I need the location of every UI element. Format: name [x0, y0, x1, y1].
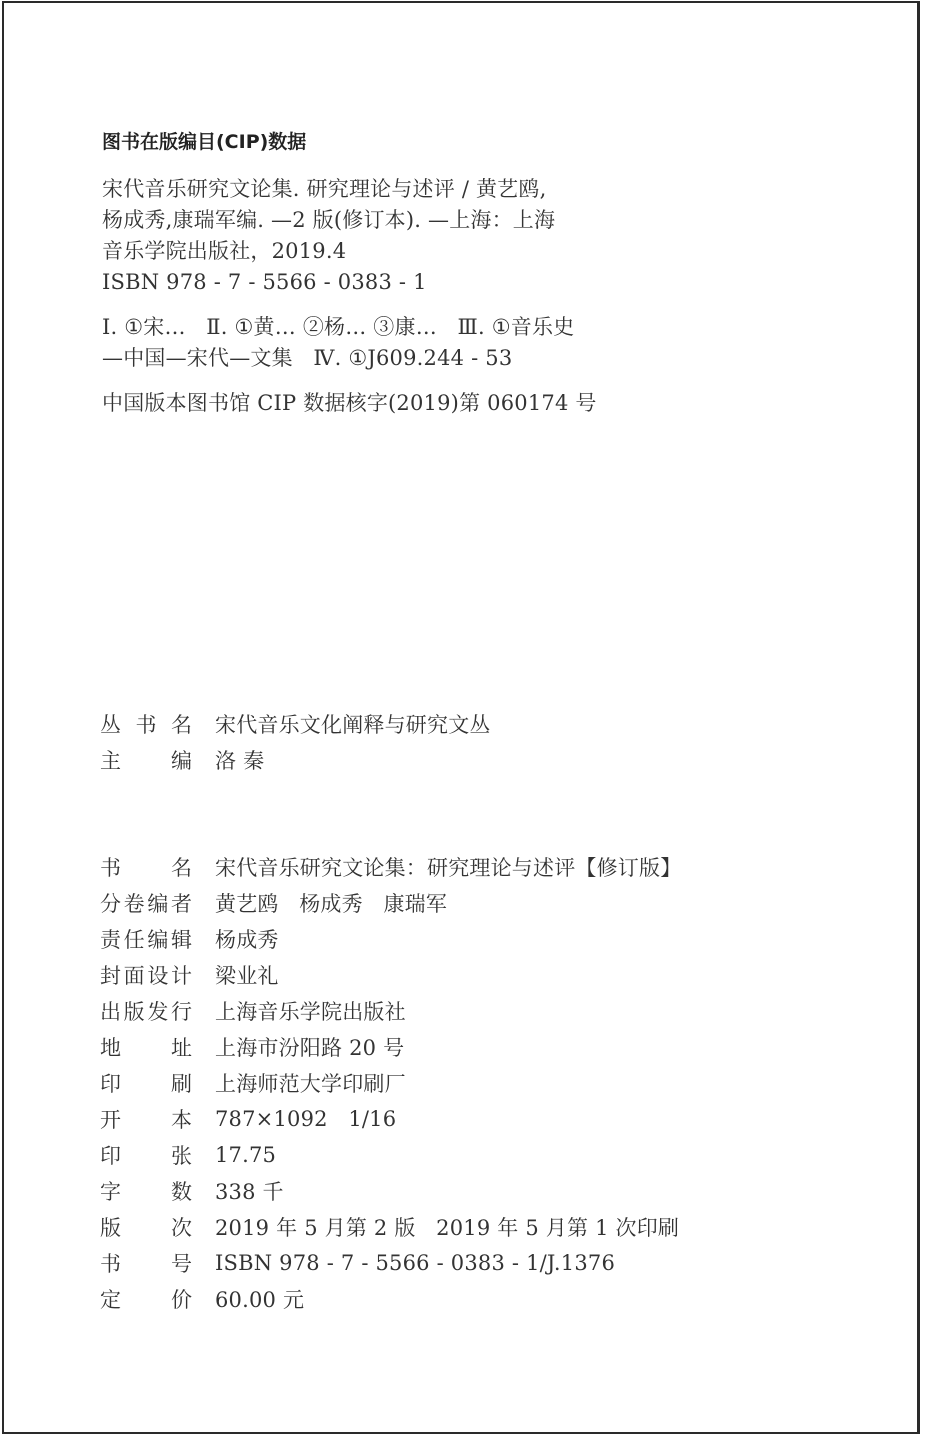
- info-value: 338 千: [215, 1180, 284, 1204]
- info-label: 字 数: [100, 1180, 192, 1204]
- info-value: 上海市汾阳路 20 号: [215, 1036, 405, 1060]
- info-value: 2019 年 5 月第 2 版 2019 年 5 月第 1 次印刷: [215, 1216, 680, 1240]
- book-info: [100, 849, 681, 1317]
- info-row: [100, 1137, 681, 1173]
- series-row: [100, 742, 491, 778]
- cip-subject-line: Ⅰ. ①宋… Ⅱ. ①黄… ②杨… ③康… Ⅲ. ①音乐史: [102, 315, 575, 339]
- info-row: [100, 885, 681, 921]
- info-row: [100, 1029, 681, 1065]
- info-label: 印 刷: [100, 1072, 192, 1096]
- info-label: 丛 书 名: [100, 713, 192, 737]
- info-value: 宋代音乐文化阐释与研究文丛: [215, 713, 491, 737]
- info-row: [100, 1101, 681, 1137]
- cip-desc-line: 音乐学院出版社，2019.4: [102, 239, 347, 263]
- info-row: [100, 1281, 681, 1317]
- info-value: 60.00 元: [215, 1288, 305, 1312]
- info-row: [100, 921, 681, 957]
- info-value: 宋代音乐研究文论集：研究理论与述评【修订版】: [215, 856, 682, 880]
- info-label: 责 任 编 辑: [100, 928, 192, 952]
- info-value: 787×1092 1/16: [215, 1107, 397, 1131]
- info-label: 分 卷 编 者: [100, 892, 192, 916]
- info-row: [100, 957, 681, 993]
- cip-desc-line: 杨成秀,康瑞军编. —2 版(修订本). —上海：上海: [102, 208, 556, 232]
- info-label: 印 张: [100, 1144, 192, 1168]
- info-label: 主 编: [100, 749, 192, 773]
- info-value: 上海音乐学院出版社: [215, 1000, 406, 1024]
- cip-description: [102, 174, 742, 298]
- info-value: 杨成秀: [215, 928, 279, 952]
- info-value: 上海师范大学印刷厂: [215, 1072, 406, 1096]
- info-row: [100, 849, 681, 885]
- cip-heading: 图书在版编目(CIP)数据: [102, 131, 307, 153]
- info-label: 地 址: [100, 1036, 192, 1060]
- info-label: 版 次: [100, 1216, 192, 1240]
- info-value: 洛 秦: [215, 749, 265, 773]
- info-label: 书 名: [100, 856, 192, 880]
- cip-isbn-line: ISBN 978 - 7 - 5566 - 0383 - 1: [102, 270, 427, 294]
- series-info: [100, 706, 491, 778]
- info-value: ISBN 978 - 7 - 5566 - 0383 - 1/J.1376: [215, 1251, 616, 1275]
- cip-subject-line: —中国—宋代—文集 Ⅳ. ①J609.244 - 53: [102, 346, 513, 370]
- cip-subjects: [102, 312, 742, 374]
- info-row: [100, 1065, 681, 1101]
- info-row: [100, 993, 681, 1029]
- cip-section: [102, 128, 742, 419]
- info-label: 出 版 发 行: [100, 1000, 192, 1024]
- info-row: [100, 1209, 681, 1245]
- info-label: 封 面 设 计: [100, 964, 192, 988]
- info-value: 17.75: [215, 1143, 277, 1167]
- info-row: [100, 1245, 681, 1281]
- info-value: 黄艺鸥 杨成秀 康瑞军: [215, 892, 448, 916]
- cip-desc-line: 宋代音乐研究文论集. 研究理论与述评 / 黄艺鸥,: [102, 177, 547, 201]
- cip-number: 中国版本图书馆 CIP 数据核字(2019)第 060174 号: [102, 391, 597, 415]
- series-row: [100, 706, 491, 742]
- info-label: 定 价: [100, 1288, 192, 1312]
- info-value: 梁业礼: [215, 964, 279, 988]
- info-label: 开 本: [100, 1108, 192, 1132]
- info-label: 书 号: [100, 1252, 192, 1276]
- info-row: [100, 1173, 681, 1209]
